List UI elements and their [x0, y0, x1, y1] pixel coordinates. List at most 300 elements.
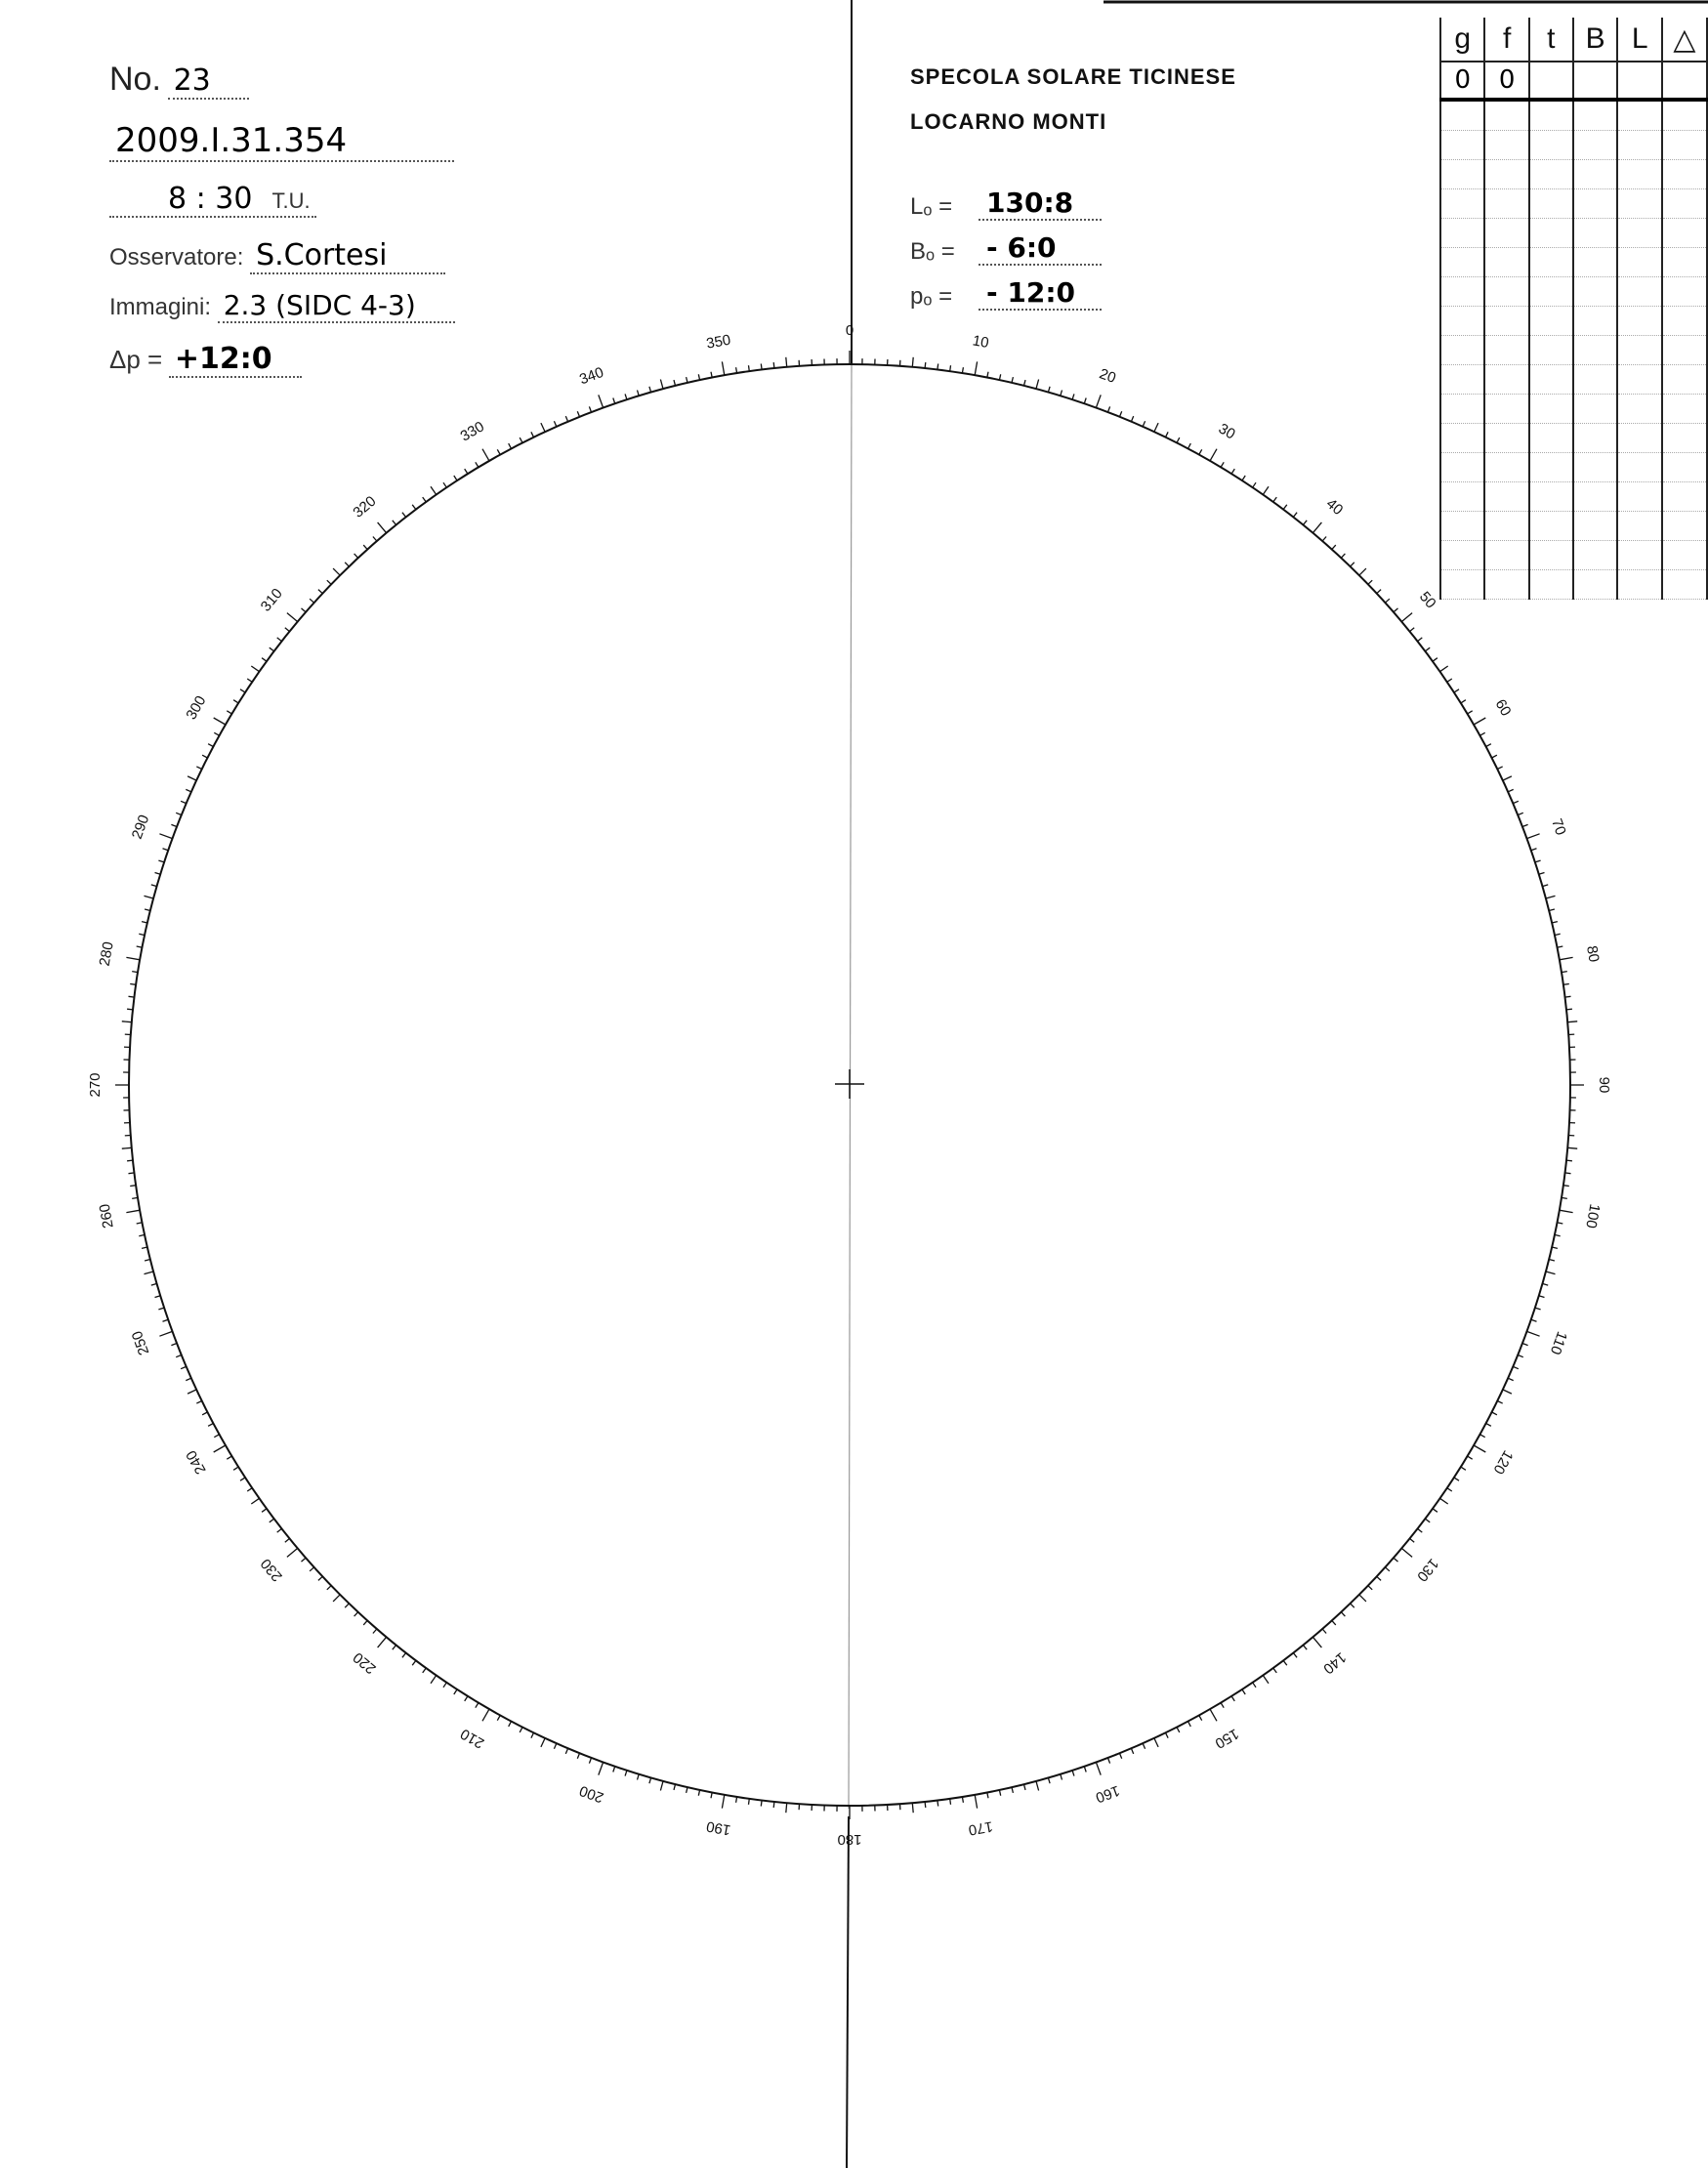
degree-tick: [722, 1795, 724, 1809]
degree-tick: [1120, 1753, 1122, 1759]
table-cell: [1440, 248, 1484, 277]
degree-tick: [151, 885, 157, 887]
degree-tick: [363, 545, 367, 550]
table-header-row: [1440, 18, 1707, 62]
degree-tick: [240, 1478, 245, 1480]
degree-tick: [589, 1758, 591, 1764]
degree-label: 100: [1582, 1202, 1604, 1230]
degree-tick: [1273, 1668, 1277, 1673]
degree-tick: [412, 505, 416, 510]
degree-label: 250: [128, 1328, 153, 1357]
degree-tick: [1546, 1272, 1556, 1274]
degree-label: 200: [577, 1781, 606, 1807]
degree-tick: [285, 628, 290, 632]
degree-tick: [412, 1660, 416, 1665]
table-cell: [1617, 189, 1661, 219]
table-cell: [1662, 248, 1707, 277]
degree-tick: [1351, 1604, 1354, 1607]
table-cell: [1617, 160, 1661, 189]
degree-tick: [1210, 1709, 1217, 1721]
table-cell: [1484, 307, 1528, 336]
degree-tick: [310, 599, 314, 603]
degree-tick: [1341, 554, 1345, 558]
table-cell: [1484, 160, 1528, 189]
degree-tick: [130, 1186, 136, 1187]
degree-label: 220: [350, 1648, 380, 1678]
degree-tick: [987, 372, 988, 378]
degree-tick: [1497, 767, 1502, 770]
degree-tick: [722, 361, 724, 375]
table-cell: [1440, 100, 1484, 131]
degree-tick: [1552, 1247, 1558, 1248]
table-row: [1440, 189, 1707, 219]
degree-tick: [277, 1528, 282, 1532]
table-cell: [1573, 131, 1618, 160]
table-cell: [1529, 277, 1573, 307]
degree-tick: [1440, 1498, 1448, 1504]
degree-tick: [196, 1401, 201, 1404]
table-row: [1440, 62, 1707, 100]
degree-tick: [674, 380, 676, 386]
table-cell: [1573, 189, 1618, 219]
table-cell: [1529, 100, 1573, 131]
cell-t: [1529, 62, 1573, 100]
degree-tick: [912, 357, 913, 367]
degree-tick: [577, 411, 579, 417]
degree-tick: [285, 1538, 290, 1542]
col-header-t: t: [1529, 18, 1573, 62]
table-cell: [1484, 424, 1528, 453]
degree-tick: [599, 1763, 604, 1775]
degree-tick: [1072, 1771, 1074, 1776]
table-cell: [1484, 248, 1528, 277]
institution-line-1: SPECOLA SOLARE TICINESE: [910, 64, 1236, 89]
degree-tick: [1166, 1732, 1169, 1737]
degree-tick: [214, 732, 219, 735]
table-row: [1440, 395, 1707, 424]
degree-tick: [196, 767, 201, 770]
degree-tick: [1154, 423, 1158, 432]
degree-label: 80: [1583, 944, 1603, 964]
degree-tick: [1024, 380, 1026, 386]
degree-tick: [145, 1272, 154, 1274]
table-cell: [1573, 395, 1618, 424]
degree-tick: [1565, 996, 1571, 997]
degree-tick: [171, 1344, 177, 1346]
table-cell: [1529, 365, 1573, 395]
degree-tick: [270, 647, 274, 651]
degree-tick: [1480, 1435, 1485, 1438]
table-cell: [1529, 307, 1573, 336]
lower-divider-line: [847, 1816, 849, 2168]
degree-tick: [1359, 568, 1366, 575]
degree-tick: [1242, 476, 1245, 480]
degree-tick: [251, 666, 259, 672]
degree-tick: [129, 1173, 135, 1174]
col-header-delta: △: [1662, 18, 1707, 62]
degree-tick: [186, 789, 191, 791]
group-table-container: [1439, 18, 1708, 600]
table-cell: [1617, 570, 1661, 600]
degree-tick: [1546, 896, 1556, 898]
degree-tick: [1231, 469, 1234, 474]
table-cell: [1440, 365, 1484, 395]
table-cell: [1617, 219, 1661, 248]
degree-tick: [1263, 1676, 1269, 1684]
table-cell: [1484, 365, 1528, 395]
cell-delta: [1662, 62, 1707, 100]
degree-tick: [1036, 1781, 1039, 1791]
degree-label: 120: [1489, 1447, 1517, 1478]
table-cell: [1440, 131, 1484, 160]
table-row: [1440, 160, 1707, 189]
degree-tick: [1177, 438, 1180, 442]
degree-tick: [1567, 1021, 1577, 1022]
table-cell: [1662, 453, 1707, 482]
param-label: Lₒ =: [910, 193, 953, 220]
degree-tick: [1084, 398, 1086, 404]
degree-tick: [1394, 1558, 1398, 1562]
degree-tick: [509, 443, 512, 448]
degree-tick: [1535, 1308, 1541, 1310]
degree-tick: [227, 1456, 231, 1459]
table-cell: [1662, 541, 1707, 570]
degree-tick: [1425, 1519, 1430, 1522]
degree-tick: [761, 1801, 762, 1807]
col-header-b: B: [1573, 18, 1618, 62]
degree-tick: [773, 362, 774, 368]
degree-tick: [1454, 1478, 1459, 1480]
degree-tick: [202, 755, 207, 758]
degree-tick: [443, 1683, 446, 1688]
degree-tick: [270, 1519, 274, 1522]
degree-tick: [482, 449, 489, 461]
table-cell: [1662, 570, 1707, 600]
table-cell: [1617, 365, 1661, 395]
table-cell: [1662, 336, 1707, 365]
degree-tick: [1566, 1160, 1572, 1161]
table-row: [1440, 277, 1707, 307]
degree-tick: [202, 1412, 207, 1415]
degree-label: 290: [128, 813, 153, 842]
table-cell: [1440, 424, 1484, 453]
degree-tick: [333, 1595, 340, 1602]
table-cell: [1573, 453, 1618, 482]
degree-tick: [431, 486, 437, 494]
table-cell: [1617, 541, 1661, 570]
degree-tick: [749, 365, 750, 371]
degree-tick: [262, 1509, 267, 1513]
table-cell: [1573, 541, 1618, 570]
degree-tick: [1454, 689, 1459, 692]
degree-tick: [1253, 482, 1256, 487]
degree-tick: [1503, 776, 1512, 780]
table-cell: [1440, 189, 1484, 219]
table-cell: [1573, 307, 1618, 336]
table-cell: [1662, 365, 1707, 395]
degree-tick: [925, 362, 926, 368]
degree-tick: [1549, 1260, 1555, 1262]
degree-tick: [698, 1790, 699, 1796]
degree-label: 210: [457, 1725, 487, 1752]
degree-tick: [1177, 1728, 1180, 1732]
table-cell: [1484, 453, 1528, 482]
param-label: pₒ =: [910, 283, 953, 310]
degree-tick: [541, 1738, 545, 1747]
degree-tick: [761, 364, 762, 370]
table-cell: [1573, 570, 1618, 600]
degree-tick: [638, 1774, 640, 1780]
degree-tick: [1410, 628, 1415, 632]
table-row: [1440, 100, 1707, 131]
degree-tick: [423, 1668, 427, 1673]
degree-tick: [565, 416, 567, 422]
degree-tick: [1253, 1683, 1256, 1688]
table-cell: [1529, 395, 1573, 424]
degree-tick: [423, 497, 427, 502]
degree-tick: [247, 679, 252, 682]
number-label: No.: [109, 61, 161, 98]
degree-tick: [565, 1748, 567, 1754]
table-cell: [1484, 189, 1528, 219]
table-cell: [1440, 482, 1484, 512]
degree-tick: [402, 513, 406, 518]
degree-tick: [541, 423, 545, 432]
param-value: - 12:0: [979, 276, 1102, 311]
degree-tick: [1072, 394, 1074, 399]
table-row: [1440, 512, 1707, 541]
degree-label: 70: [1548, 816, 1569, 838]
table-cell: [1529, 189, 1573, 219]
degree-tick: [912, 1803, 913, 1813]
degree-tick: [509, 1722, 512, 1727]
degree-tick: [363, 1620, 367, 1625]
degree-tick: [649, 387, 651, 393]
degree-tick: [208, 744, 213, 747]
degree-tick: [318, 1576, 322, 1580]
table-cell: [1617, 395, 1661, 424]
table-cell: [1484, 570, 1528, 600]
degree-tick: [163, 849, 169, 851]
degree-tick: [950, 365, 951, 371]
degree-tick: [454, 476, 457, 480]
table-row: [1440, 248, 1707, 277]
degree-tick: [975, 1795, 977, 1809]
degree-tick: [1377, 1576, 1381, 1580]
degree-tick: [520, 1728, 522, 1732]
degree-tick: [158, 1308, 164, 1310]
degree-tick: [1560, 957, 1573, 959]
degree-tick: [1084, 1767, 1086, 1772]
degree-tick: [1199, 1716, 1202, 1721]
degree-tick: [176, 1355, 182, 1357]
degree-tick: [1061, 391, 1062, 396]
degree-label: 230: [257, 1555, 286, 1585]
degree-label: 30: [1215, 420, 1238, 443]
degree-tick: [1048, 387, 1050, 393]
degree-tick: [674, 1784, 676, 1790]
degree-tick: [975, 361, 977, 375]
degree-tick: [1108, 1758, 1110, 1764]
degree-tick: [1552, 922, 1558, 923]
degree-tick: [122, 1021, 132, 1022]
degree-tick: [1401, 1548, 1412, 1557]
degree-tick: [1188, 443, 1191, 448]
table-cell: [1484, 336, 1528, 365]
degree-tick: [145, 909, 150, 911]
delta-p-value: +12:0: [169, 342, 302, 378]
degree-tick: [302, 608, 307, 612]
table-row: [1440, 365, 1707, 395]
degree-tick: [625, 394, 627, 399]
table-cell: [1440, 395, 1484, 424]
table-cell: [1440, 570, 1484, 600]
table-cell: [1662, 131, 1707, 160]
degree-label: 180: [837, 1831, 862, 1849]
degree-tick: [999, 374, 1000, 380]
degree-tick: [497, 449, 500, 454]
degree-tick: [1518, 1355, 1523, 1357]
degree-tick: [1303, 1646, 1307, 1650]
group-table: [1439, 18, 1708, 600]
images-label: Immagini:: [109, 294, 212, 320]
table-cell: [1573, 512, 1618, 541]
degree-tick: [208, 1424, 213, 1427]
degree-tick: [1273, 497, 1277, 502]
table-cell: [1529, 541, 1573, 570]
degree-tick: [613, 1767, 615, 1772]
degree-tick: [1385, 599, 1390, 603]
degree-tick: [1555, 934, 1561, 935]
degree-tick: [126, 957, 140, 959]
degree-tick: [554, 1743, 556, 1749]
degree-tick: [1560, 1210, 1573, 1212]
cell-b: [1573, 62, 1618, 100]
degree-tick: [1293, 513, 1297, 518]
cell-l: [1617, 62, 1661, 100]
degree-tick: [158, 860, 164, 862]
degree-tick: [1108, 406, 1110, 412]
table-cell: [1440, 277, 1484, 307]
degree-label: 310: [257, 585, 286, 615]
degree-tick: [660, 380, 663, 390]
cell-f: 0: [1484, 62, 1528, 100]
degree-tick: [1283, 505, 1287, 510]
degree-tick: [1283, 1660, 1287, 1665]
degree-tick: [1518, 813, 1523, 814]
degree-tick: [373, 1629, 377, 1634]
degree-tick: [1425, 647, 1430, 651]
degree-tick: [1048, 1777, 1050, 1783]
degree-tick: [1012, 1787, 1013, 1793]
degree-tick: [1418, 638, 1423, 642]
table-cell: [1440, 453, 1484, 482]
degree-tick: [1480, 732, 1485, 735]
degree-tick: [554, 421, 556, 427]
degree-tick: [233, 1467, 238, 1470]
table-cell: [1440, 336, 1484, 365]
param-value: 130:8: [979, 187, 1102, 221]
table-cell: [1573, 424, 1618, 453]
degree-label: 60: [1491, 696, 1515, 720]
degree-tick: [277, 638, 282, 642]
degree-tick: [1486, 1424, 1491, 1427]
degree-tick: [454, 1689, 457, 1694]
table-row: [1440, 482, 1707, 512]
degree-tick: [373, 537, 377, 542]
table-cell: [1440, 541, 1484, 570]
degree-tick: [431, 1676, 437, 1684]
degree-tick: [1036, 380, 1039, 390]
degree-tick: [520, 438, 522, 442]
degree-tick: [129, 996, 135, 997]
degree-tick: [1508, 789, 1514, 791]
time-value: 8 : 30 T.U.: [109, 182, 316, 218]
table-cell: [1573, 248, 1618, 277]
degree-tick: [749, 1799, 750, 1805]
degree-tick: [247, 1488, 252, 1491]
table-cell: [1529, 453, 1573, 482]
degree-label: 20: [1097, 365, 1118, 387]
degree-tick: [181, 1366, 187, 1368]
degree-tick: [1341, 1612, 1345, 1616]
degree-label: 320: [350, 492, 380, 521]
degree-tick: [1131, 1748, 1133, 1754]
degree-tick: [287, 613, 298, 622]
degree-tick: [1263, 486, 1269, 494]
degree-tick: [1461, 700, 1466, 703]
degree-tick: [142, 1247, 147, 1248]
degree-tick: [1522, 1344, 1528, 1346]
degree-tick: [1539, 873, 1545, 875]
degree-tick: [1497, 1401, 1502, 1404]
degree-tick: [476, 462, 479, 467]
number-value: 23: [168, 63, 250, 100]
degree-tick: [145, 1260, 150, 1262]
degree-tick: [227, 711, 231, 714]
table-cell: [1662, 100, 1707, 131]
observer-value: S.Cortesi: [250, 238, 445, 274]
degree-tick: [649, 1777, 651, 1783]
table-cell: [1662, 160, 1707, 189]
table-cell: [1529, 570, 1573, 600]
degree-tick: [1563, 1186, 1569, 1187]
degree-tick: [1131, 416, 1133, 422]
degree-tick: [711, 372, 712, 378]
degree-tick: [251, 1498, 259, 1504]
degree-tick: [613, 398, 615, 404]
degree-tick: [1492, 1412, 1497, 1415]
degree-tick: [1410, 1538, 1415, 1542]
degree-tick: [1539, 1296, 1545, 1298]
degree-label: 10: [971, 332, 990, 352]
table-cell: [1529, 482, 1573, 512]
degree-tick: [638, 391, 640, 396]
degree-tick: [1508, 1378, 1514, 1380]
table-cell: [1573, 482, 1618, 512]
table-cell: [1662, 307, 1707, 336]
table-cell: [1573, 365, 1618, 395]
degree-tick: [950, 1799, 951, 1805]
degree-tick: [1527, 1331, 1540, 1336]
degree-label: 350: [705, 331, 732, 353]
degree-tick: [1303, 521, 1307, 525]
table-row: [1440, 307, 1707, 336]
table-row: [1440, 336, 1707, 365]
degree-tick: [711, 1792, 712, 1798]
degree-label: 340: [577, 363, 606, 389]
table-cell: [1662, 219, 1707, 248]
